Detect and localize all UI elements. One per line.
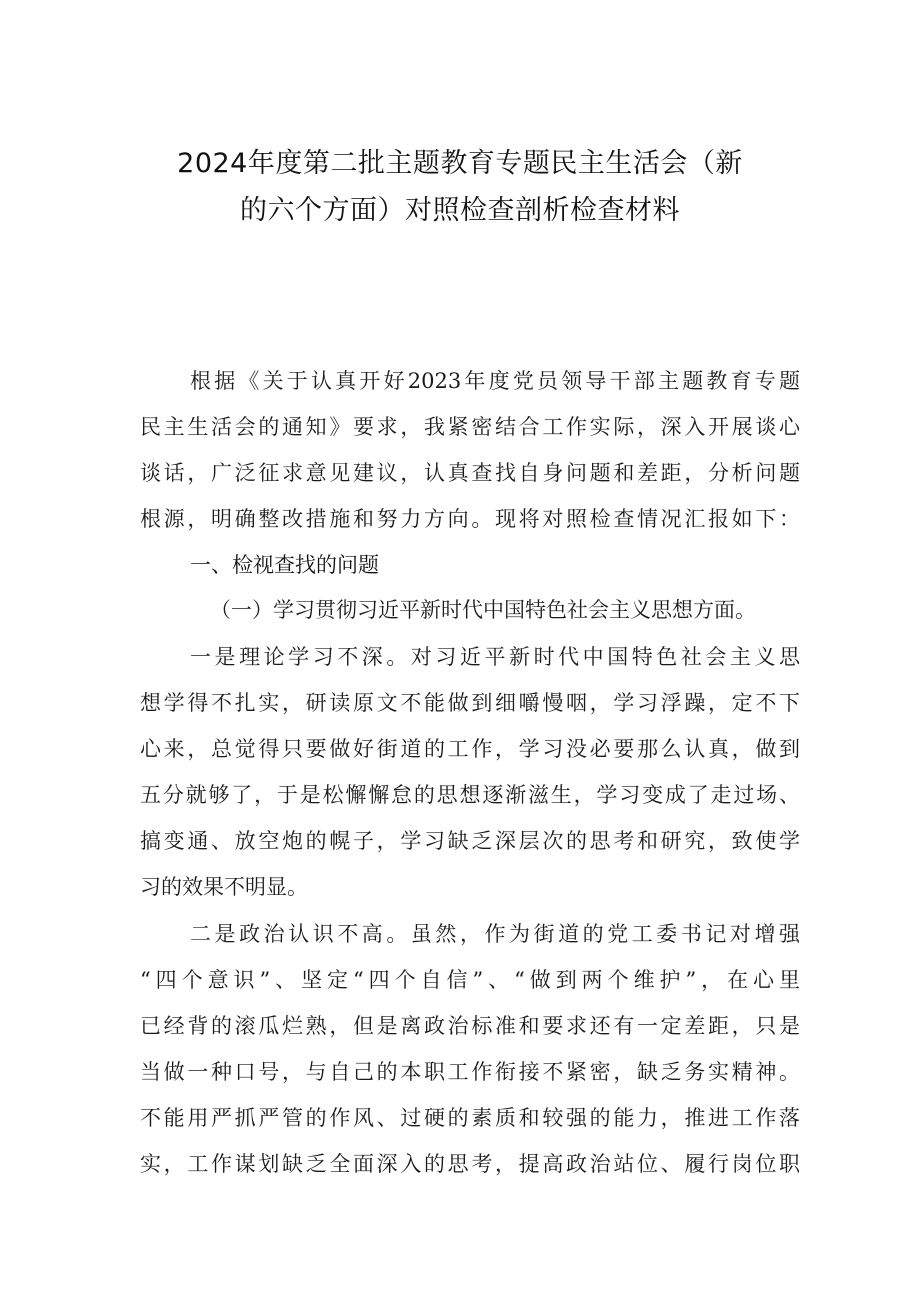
document-title-line-2: 的六个方面）对照检查剖析检查材料	[240, 195, 680, 226]
section-heading: 一、检视查找的问题	[190, 553, 379, 577]
para2-line-3: 已经背的滚瓜烂熟，但是离政治标准和要求还有一定差距，只是	[140, 1014, 800, 1038]
intro-line-1: 根据《关于认真开好2023年度党员领导干部主题教育专题	[190, 369, 800, 393]
para1-line-4: 五分就够了，于是松懈懈怠的思想逐渐滋生，学习变成了走过场、	[140, 783, 800, 807]
para1-line-6: 习的效果不明显。	[140, 875, 308, 899]
para2-line-4: 当做一种口号，与自己的本职工作衔接不紧密，缺乏务实精神。	[140, 1060, 800, 1084]
subsection-heading: （一）学习贯彻习近平新时代中国特色社会主义思想方面。	[210, 598, 756, 622]
document-title-line-1: 2024年度第二批主题教育专题民主生活会（新	[177, 148, 743, 179]
intro-line-2: 民主生活会的通知》要求，我紧密结合工作实际，深入开展谈心	[140, 415, 800, 439]
para1-line-1: 一是理论学习不深。对习近平新时代中国特色社会主义思	[190, 645, 800, 669]
para2-line-1: 二是政治认识不高。虽然，作为街道的党工委书记对增强	[190, 922, 800, 946]
para2-line-2: “四个意识”、坚定“四个自信”、“做到两个维护”，在心里	[140, 968, 800, 992]
para1-line-2: 想学得不扎实，研读原文不能做到细嚼慢咽，学习浮躁，定不下	[140, 691, 800, 715]
para2-line-6: 实，工作谋划缺乏全面深入的思考，提高政治站位、履行岗位职	[140, 1152, 800, 1176]
intro-line-4: 根源，明确整改措施和努力方向。现将对照检查情况汇报如下：	[140, 507, 800, 531]
para1-line-5: 搞变通、放空炮的幌子，学习缺乏深层次的思考和研究，致使学	[140, 829, 800, 853]
para2-line-5: 不能用严抓严管的作风、过硬的素质和较强的能力，推进工作落	[140, 1106, 800, 1130]
para1-line-3: 心来，总觉得只要做好街道的工作，学习没必要那么认真，做到	[140, 737, 800, 761]
intro-line-3: 谈话，广泛征求意见建议，认真查找自身问题和差距，分析问题	[140, 461, 800, 485]
